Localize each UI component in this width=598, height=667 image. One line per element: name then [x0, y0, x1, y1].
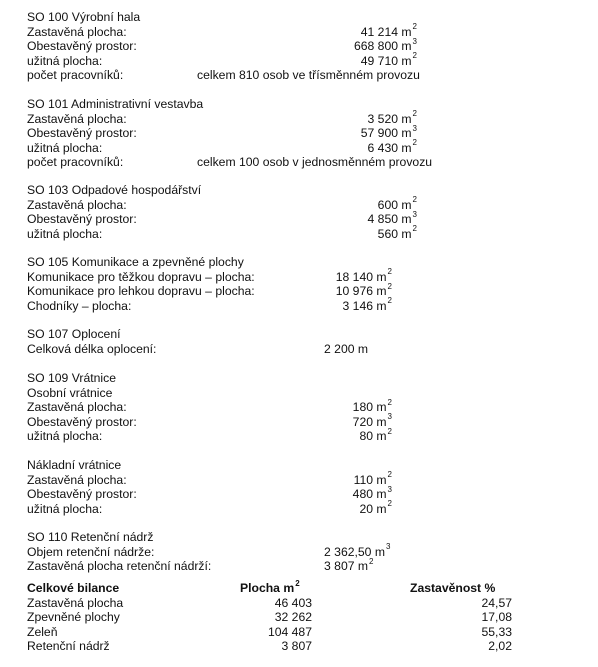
cell-zastavenost: 2,02	[488, 639, 512, 653]
section-title: SO 103 Odpadové hospodářství	[27, 183, 202, 197]
row-label: užitná plocha:	[27, 429, 103, 443]
row-value: 668 800 $m^3$	[353, 36, 417, 53]
row-value: 4 850 $m^3$	[367, 209, 417, 226]
row-label: Obestavěný prostor:	[27, 487, 137, 501]
row-label: Objem retenční nádrže:	[27, 544, 155, 559]
row-pocet-pracovniku	[27, 155, 587, 170]
section-so103	[27, 183, 587, 241]
row-komunikace-tezka	[27, 267, 587, 285]
row-obestaveny-prostor	[27, 412, 587, 430]
row-value: 110 $m^2$	[353, 470, 392, 487]
cell-plocha: 3 807	[281, 639, 312, 653]
row-label: Celková délka oplocení:	[27, 341, 157, 356]
row-obestaveny-prostor	[27, 484, 587, 502]
cell-zastavenost: 24,57	[481, 595, 512, 610]
row-value: celkem 100 osob v jednosměnném provozu	[197, 155, 433, 169]
row-value: 2 200 m	[324, 341, 369, 356]
section-so105	[27, 255, 587, 313]
header-celkove-bilance: Celkové bilance	[27, 581, 120, 595]
row-zastavena-plocha	[27, 470, 587, 488]
row-obestaveny-prostor	[27, 209, 587, 227]
bilance-table	[27, 578, 587, 654]
row-value: 2 362,50 $m^3$	[324, 542, 391, 559]
row-value: 560 $m^2$	[377, 224, 417, 241]
section-so100	[27, 10, 587, 83]
cell-plocha: 104 487	[267, 624, 312, 639]
table-header	[27, 578, 587, 596]
section-title: SO 100 Výrobní hala	[27, 10, 141, 24]
section-title: SO 109 Vrátnice	[27, 371, 116, 385]
row-delka-oploceni	[27, 342, 587, 357]
row-value: 3 146 $m^2$	[342, 296, 392, 313]
row-zastavena-plocha	[27, 109, 587, 127]
row-value: 3 807 $m^2$	[324, 556, 374, 573]
row-value: 720 $m^3$	[352, 412, 392, 429]
table-row	[27, 639, 587, 654]
row-value: 57 900 $m^3$	[360, 123, 417, 140]
section-so110	[27, 530, 587, 574]
row-uzitna-plocha	[27, 499, 587, 517]
row-obestaveny-prostor	[27, 36, 587, 54]
table-row	[27, 610, 587, 625]
cell-name: Retenční nádrž	[27, 639, 110, 653]
row-value: 18 140 $m^2$	[335, 267, 392, 284]
table-row	[27, 596, 587, 611]
row-value: 20 $m^2$	[359, 499, 392, 516]
cell-zastavenost: 17,08	[481, 610, 512, 624]
row-komunikace-lehka	[27, 281, 587, 299]
section-so107	[27, 327, 587, 356]
row-uzitna-plocha	[27, 51, 587, 69]
row-value: 41 214 $m^2$	[360, 22, 417, 39]
row-label: Chodníky – plocha:	[27, 298, 132, 313]
cell-name: Zpevněné plochy	[27, 610, 120, 624]
row-value: celkem 810 osob ve třísměnném provozu	[197, 68, 420, 82]
row-zastavena-plocha	[27, 397, 587, 415]
row-uzitna-plocha	[27, 426, 587, 444]
row-label: Obestavěný prostor:	[27, 212, 137, 226]
section-title: Nákladní vrátnice	[27, 458, 122, 472]
row-label: užitná plocha:	[27, 226, 103, 241]
row-zastavena-plocha-nadrze	[27, 556, 587, 574]
row-label: Zastavěná plocha:	[27, 111, 127, 126]
header-plocha: Plocha $m^2$	[240, 578, 300, 595]
row-value: 10 976 $m^2$	[335, 281, 392, 298]
section-so109	[27, 371, 587, 444]
cell-plocha: 46 403	[274, 595, 312, 610]
cell-zastavenost: 55,33	[481, 624, 512, 639]
header-zastavenost: Zastavěnost %	[410, 581, 496, 595]
section-title: SO 107 Oplocení	[27, 327, 121, 341]
cell-plocha: 32 262	[274, 610, 312, 624]
section-title: SO 101 Administrativní vestavba	[27, 97, 204, 111]
row-pocet-pracovniku	[27, 68, 587, 83]
row-label: Komunikace pro lehkou dopravu – plocha:	[27, 284, 255, 298]
row-label: užitná plocha:	[27, 501, 103, 516]
section-title: SO 110 Retenční nádrž	[27, 530, 154, 544]
row-objem-nadrze	[27, 542, 587, 560]
cell-name: Zastavěná plocha	[27, 595, 124, 610]
row-value: 6 430 $m^2$	[367, 138, 417, 155]
table-row	[27, 625, 587, 640]
row-value: 49 710 $m^2$	[360, 51, 417, 68]
row-label: Zastavěná plocha:	[27, 400, 127, 414]
row-value: 3 520 $m^2$	[367, 109, 417, 126]
row-obestaveny-prostor	[27, 123, 587, 141]
row-value: 600 $m^2$	[377, 195, 417, 212]
cell-name: Zeleň	[27, 624, 58, 639]
section-nakladni-vratnice	[27, 458, 587, 516]
row-label: Obestavěný prostor:	[27, 126, 137, 140]
row-label: počet pracovníků:	[27, 68, 124, 82]
section-subtitle: Osobní vrátnice	[27, 385, 113, 400]
row-uzitna-plocha	[27, 224, 587, 242]
row-zastavena-plocha	[27, 195, 587, 213]
section-so101	[27, 97, 587, 170]
row-label: Obestavěný prostor:	[27, 414, 137, 429]
row-value: 180 $m^2$	[352, 397, 392, 414]
row-label: Zastavěná plocha retenční nádrží:	[27, 559, 212, 573]
row-chodniky	[27, 296, 587, 314]
row-value: 480 $m^3$	[352, 484, 392, 501]
row-label: užitná plocha:	[27, 140, 103, 155]
row-label: Obestavěný prostor:	[27, 39, 137, 53]
row-uzitna-plocha	[27, 138, 587, 156]
row-value: 80 $m^2$	[359, 426, 392, 443]
row-label: Zastavěná plocha:	[27, 24, 127, 39]
row-label: užitná plocha:	[27, 53, 103, 68]
row-label: Komunikace pro těžkou dopravu – plocha:	[27, 269, 255, 284]
row-zastavena-plocha	[27, 22, 587, 40]
section-title: SO 105 Komunikace a zpevněné plochy	[27, 255, 244, 269]
row-label: Zastavěná plocha:	[27, 472, 127, 487]
row-label: Zastavěná plocha:	[27, 197, 127, 212]
row-label: počet pracovníků:	[27, 155, 124, 169]
